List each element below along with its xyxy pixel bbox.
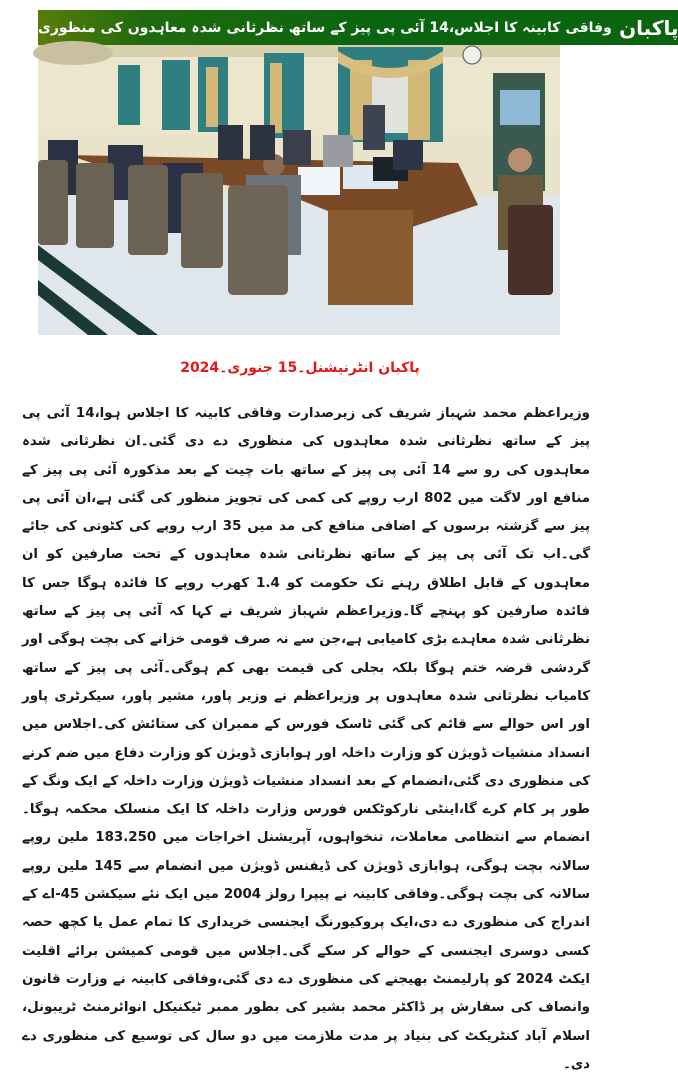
wall-clock (463, 46, 481, 64)
cabinet-meeting-photo (38, 45, 560, 335)
dateline: پاکبان انٹرنیشنل۔15 جنوری۔2024 (180, 360, 420, 376)
article-header (38, 10, 678, 45)
pakban-logo: پاکبان (620, 10, 678, 45)
headline: وفاقی کابینہ کا اجلاس،14 آئی پی پیز کے ساتھ نظرثانی شدہ معاہدوں کی منظوری (38, 10, 620, 45)
article-body: وزیراعظم محمد شہباز شریف کی زیرصدارت وفاقی کابینہ کا اجلاس ہوا،14 آئی پی پیز کے ساتھ نظرثانی شدہ معاہدوں کی منظوری دے دی گئی۔ان نظرثانی شدہ معاہدوں کی رو سے 14 آئی پی پیز کے ساتھ بات چیت کے بعد مذکورہ آئی پی پیز کے منافع اور لاگت میں 802 ارب روپے کی کمی کی تجویز منظور کی گئی ہے،ان آئی پی پیز سے گزشتہ برسوں کے اضافی منافع کی مد میں 35 ارب روپے کی کٹوتی کی جائے گی۔اب تک آئی پی پیز کے ساتھ نظرثانی شدہ معاہدوں کے تحت صارفین کو ان معاہدوں کے قابل اطلاق رہنے تک حکومت کو 1.4 کھرب روپے کا فائدہ ہوگا جس کا فائدہ صارفین کو پہنچے گا۔وزیراعظم شہباز شریف نے کہا کہ آئی پی پیز کے ساتھ نظرثانی شدہ معاہدے بڑی کامیابی ہے،جن سے نہ صرف قومی خزانے کی بچت ہوگی اور گردشی قرضہ ختم ہوگا بلکہ بجلی کی قیمت بھی کم ہوگی۔آئی پی پیز کے ساتھ کامیاب نظرثانی شدہ معاہدوں پر وزیراعظم نے وزیر پاور، مشیر پاور، سیکرٹری پاور اور اس حوالے سے قائم کی گئی ٹاسک فورس کے ممبران کی ستائش کی۔اجلاس میں انسداد منشیات ڈویژن کو وزارت داخلہ اور ہوابازی ڈویژن کو وزارت دفاع میں ضم کرنے کی منظوری دی گئی،انضمام کے بعد انسداد منشیات ڈویژن وزارت داخلہ کے ایک ونگ کے طور پر کام کرے گا،اینٹی نارکوٹکس فورس وزارت داخلہ کا ایک منسلک محکمہ ہوگا۔انضمام سے انتظامی معاملات، تنخواہوں، آپریشنل اخراجات میں 183.250 ملین روپے سالانہ بچت ہوگی، ہوابازی ڈویژن کی ڈیفنس ڈویژن میں انضمام سے 145 ملین روپے سالانہ کی بچت ہوگی۔وفاقی کابینہ نے پیپرا رولز 2004 میں ایک نئے سیکشن 45-اے کے اندراج کی منظوری دے دی،ایک پروکیورنگ ایجنسی خریداری کا تمام عمل یا کچھ حصہ کسی دوسری ایجنسی کے حوالے کر سکے گی۔اجلاس میں قومی کمیشن برائے اقلیت ایکٹ 2024 کو پارلیمنٹ بھیجنے کی منظوری دے دی گئی،وفاقی کابینہ نے وزارت قانون وانصاف کی سفارش پر ڈاکٹر محمد بشیر کی بطور ممبر ٹیکنیکل انوائرمنٹ ٹریبونل، اسلام آباد کنٹریکٹ کی بنیاد پر مدت ملازمت میں دو سال کی توسیع کی منظوری دے دی۔ (22, 406, 590, 1072)
curtains (118, 47, 443, 142)
photo-illustration (38, 45, 560, 335)
chandelier (33, 41, 113, 65)
